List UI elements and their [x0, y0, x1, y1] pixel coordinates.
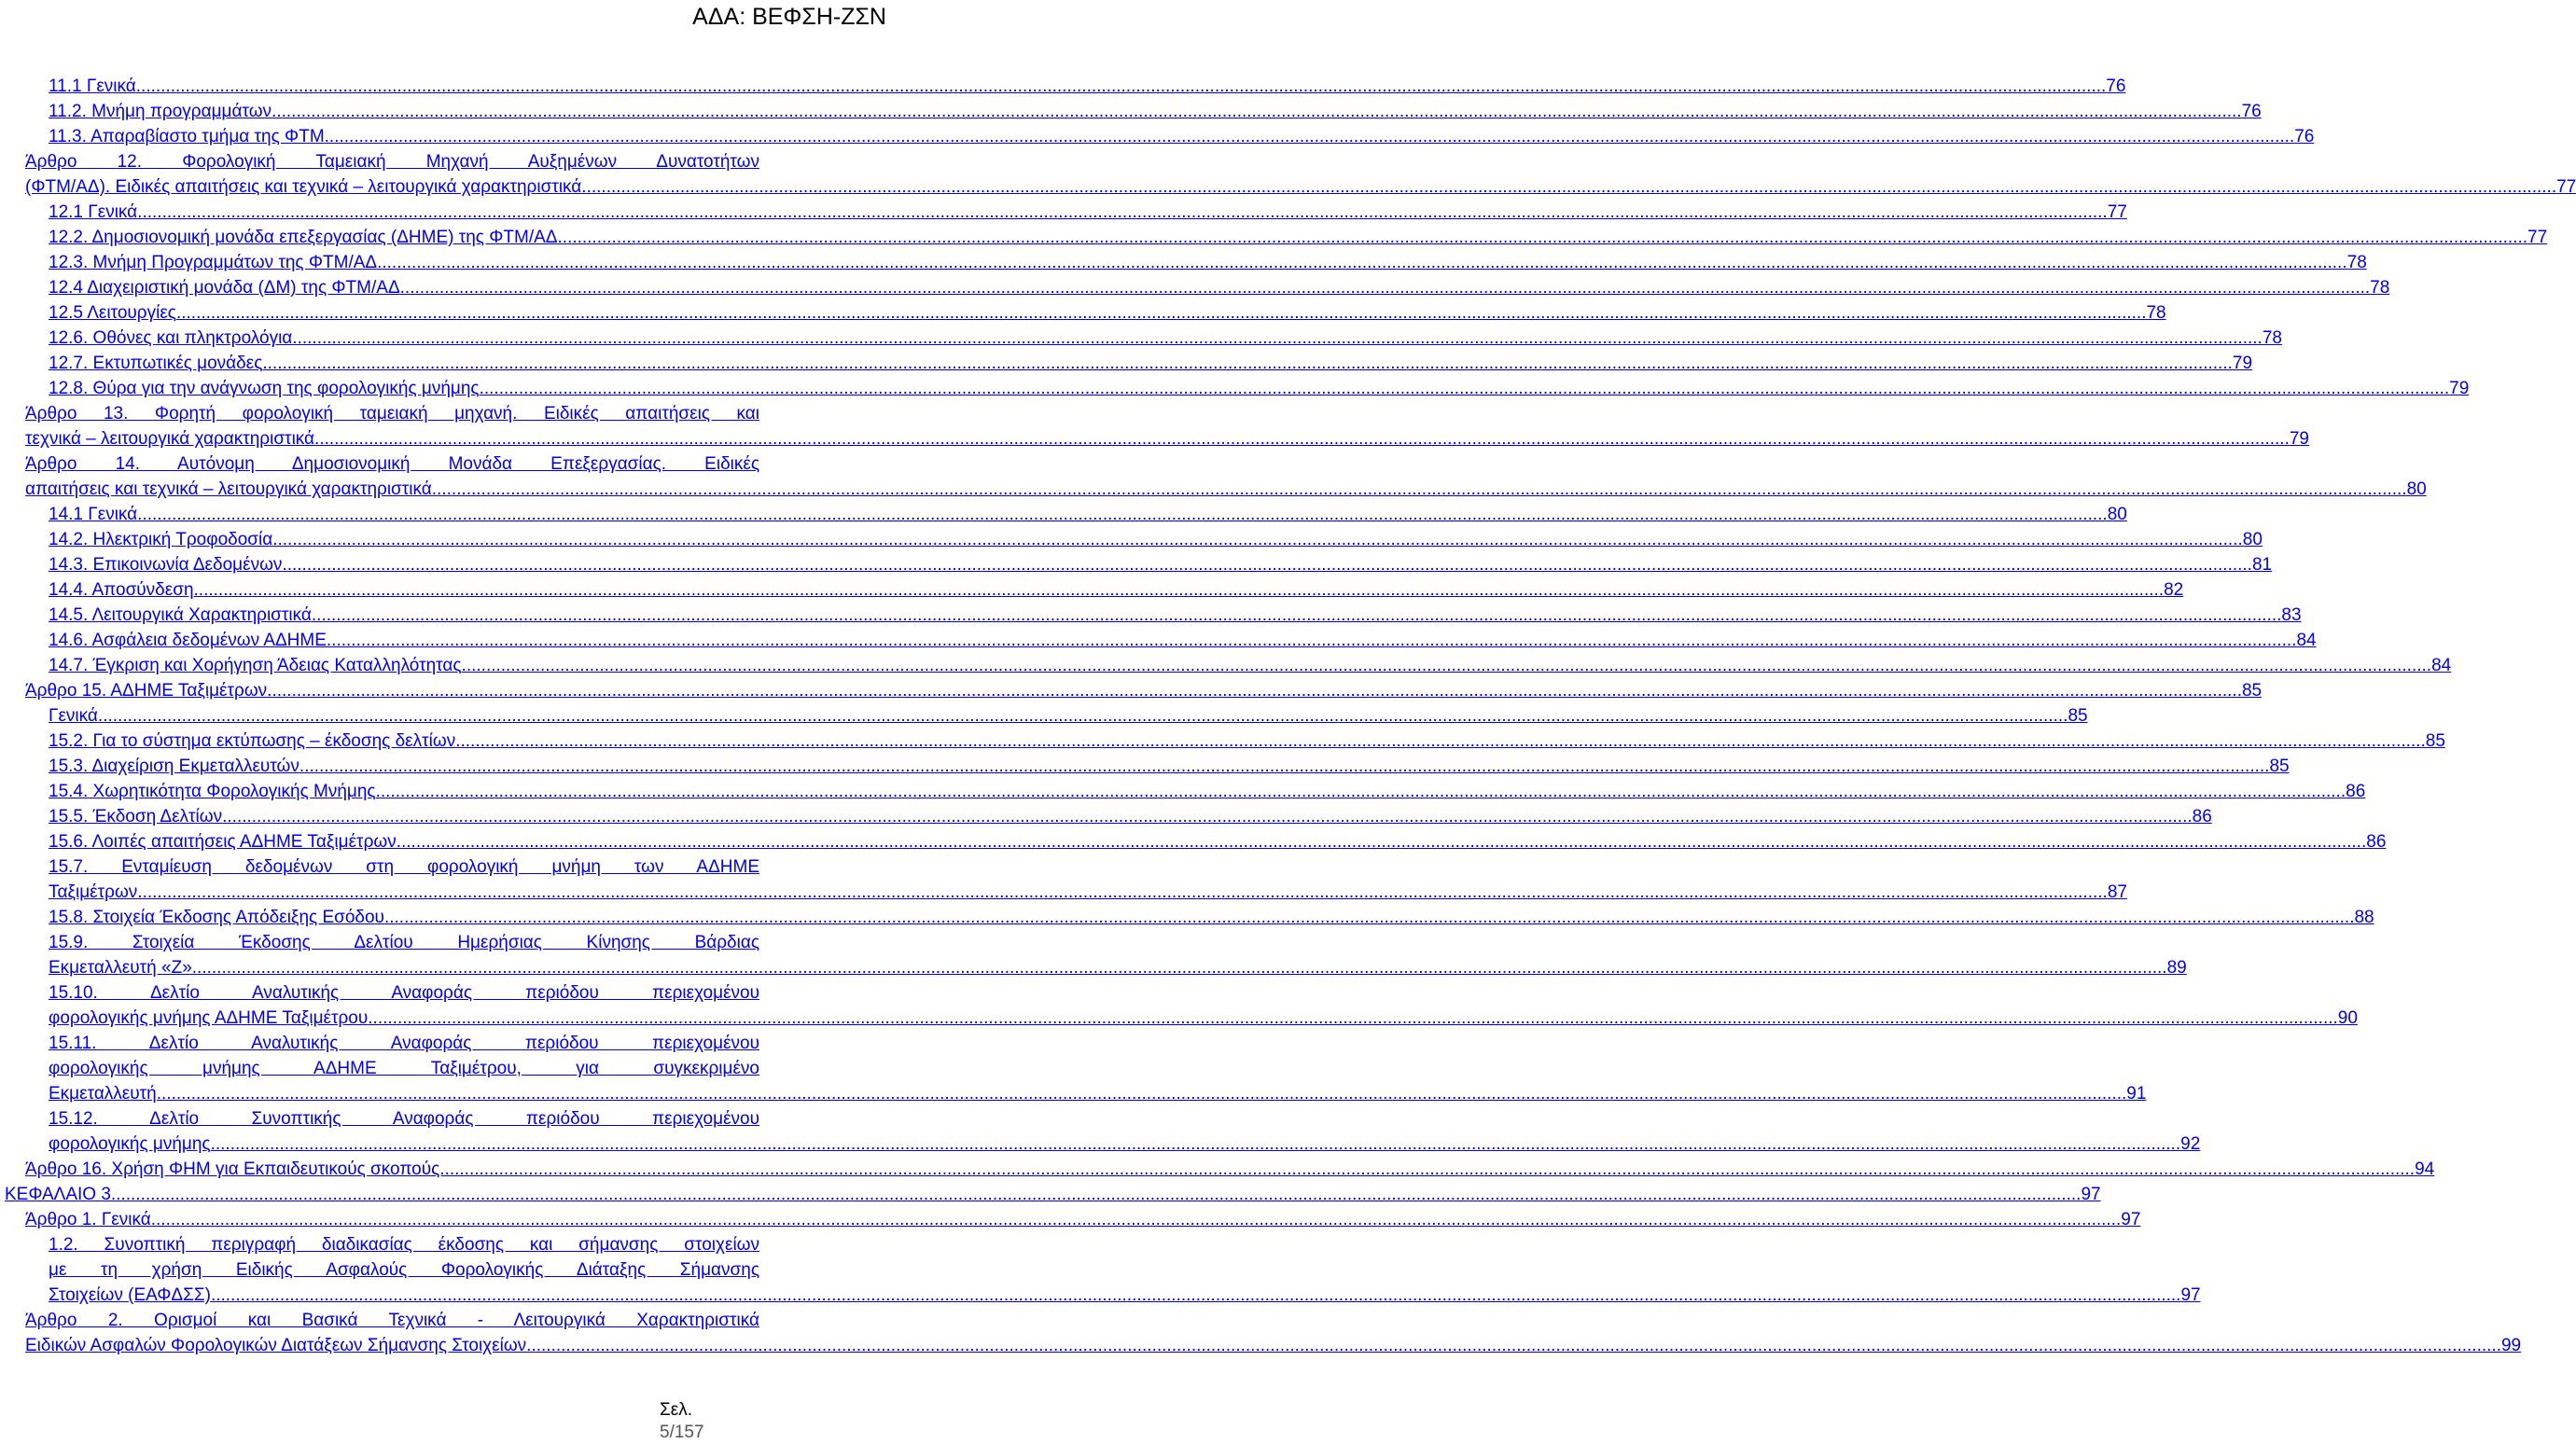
toc-entry-title: τεχνικά – λειτουργικά χαρακτηριστικά. [25, 429, 320, 449]
toc-entry-line: 15.11. Δελτίο Αναλυτικής Αναφοράς περιόδου περιεχομένου [49, 1034, 759, 1053]
toc-entry-line [49, 250, 2367, 275]
toc-entry[interactable] [49, 628, 2317, 653]
toc-entry[interactable] [49, 326, 2282, 351]
toc-entry[interactable] [49, 829, 2387, 854]
toc-entry-title: 14.5. Λειτουργικά Χαρακτηριστικά [49, 605, 312, 625]
toc-entry-title: 12.3. Μνήμη Προγραμμάτων της ΦΤΜ/ΑΔ [49, 253, 378, 272]
toc-entry-title: 12.1 Γενικά [49, 202, 138, 222]
toc-entry-line: 15.9. Στοιχεία Έκδοσης Δελτίου Ημερήσιας Κίνησης Βάρδιας [49, 933, 759, 952]
toc-entry[interactable] [49, 275, 2390, 300]
toc-entry-title: 11.1 Γενικά [49, 76, 136, 96]
toc-entry-title: (ΦΤΜ/ΑΔ). Ειδικές απαιτήσεις και τεχνικά – λειτουργικά χαρακτηριστικά. [25, 177, 587, 197]
toc-entry-line [49, 880, 2127, 905]
toc-entry-line [49, 754, 2290, 779]
toc-entry-line: φορολογικής μνήμης ΑΔΗΜΕ Ταξιμέτρου, για συγκεκριμένο [49, 1059, 759, 1078]
toc-entry[interactable] [25, 1207, 2141, 1232]
toc-leader-dots: ................................................................................................................................................................................................................................................................................................................................................................................................................ [150, 1210, 2122, 1229]
toc-leader-dots: ................................................................................................................................................................................................................................................................................................................................................................................................................ [97, 706, 2068, 726]
toc-entry-line: Άρθρο 13. Φορητή φορολογική ταμειακή μηχανή. Ειδικές απαιτήσεις και [25, 404, 759, 423]
toc-leader-dots: ................................................................................................................................................................................................................................................................................................................................................................................................................ [135, 76, 2107, 96]
toc-page-number: 76 [2106, 76, 2126, 96]
toc-entry-title: απαιτήσεις και τεχνικά – λειτουργικά χαρακτηριστικά. [25, 479, 438, 499]
toc-entry[interactable] [5, 1182, 2101, 1207]
toc-page-number: 85 [2425, 731, 2445, 751]
toc-entry-title: Εκμεταλλευτή «Ζ». [49, 958, 198, 978]
toc-leader-dots: ................................................................................................................................................................................................................................................................................................................................................................................................................ [282, 555, 2252, 575]
toc-leader-dots: ................................................................................................................................................................................................................................................................................................................................................................................................................ [110, 1185, 2082, 1204]
toc-entry-line [49, 502, 2127, 527]
toc-page-number: 80 [2406, 479, 2427, 499]
toc-entry-title: 12.2. Δημοσιονομική μονάδα επεξεργασίας (ΔΗΜΕ) της ΦΤΜ/ΑΔ [49, 228, 558, 247]
toc-leader-dots: ................................................................................................................................................................................................................................................................................................................................................................................................................ [272, 530, 2243, 549]
toc-page-number: 88 [2354, 908, 2374, 927]
toc-entry-title: Άρθρο 1. Γενικά [25, 1210, 151, 1229]
toc-entry[interactable] [49, 502, 2127, 527]
toc-entry-line [49, 628, 2317, 653]
toc-leader-dots: ................................................................................................................................................................................................................................................................................................................................................................................................................ [479, 379, 2450, 398]
toc-entry[interactable] [49, 729, 2445, 754]
toc-entry[interactable] [49, 905, 2374, 930]
toc-entry-line: Άρθρο 12. Φορολογική Ταμειακή Μηχανή Αυξημένων Δυνατοτήτων [25, 152, 759, 172]
toc-entry-line [49, 1081, 2147, 1106]
toc-page-number: 78 [2346, 253, 2367, 272]
toc-page-number: 84 [2431, 656, 2452, 675]
toc-leader-dots: ................................................................................................................................................................................................................................................................................................................................................................................................................ [193, 580, 2165, 600]
toc-page-number: 84 [2296, 631, 2317, 650]
toc-page-number: 92 [2180, 1134, 2201, 1154]
toc-entry-line [25, 174, 2576, 200]
toc-page-number: 97 [2180, 1285, 2201, 1305]
toc-leader-dots: ................................................................................................................................................................................................................................................................................................................................................................................................................ [461, 656, 2432, 675]
toc-page-number: 77 [2527, 228, 2548, 247]
toc-page-number: 90 [2337, 1008, 2358, 1028]
toc-leader-dots: ................................................................................................................................................................................................................................................................................................................................................................................................................ [437, 479, 2407, 499]
toc-entry-line: Άρθρο 2. Ορισμοί και Βασικά Τεχνικά - Λειτουργικά Χαρακτηριστικά [25, 1311, 759, 1330]
toc-entry[interactable] [49, 250, 2367, 275]
toc-leader-dots: ................................................................................................................................................................................................................................................................................................................................................................................................................ [156, 1084, 2127, 1104]
toc-entry-line [49, 804, 2212, 829]
toc-entry[interactable] [49, 300, 2166, 326]
toc-leader-dots: ................................................................................................................................................................................................................................................................................................................................................................................................................ [299, 757, 2270, 776]
toc-entry-line [49, 1006, 2358, 1031]
toc-entry-title: 14.3. Επικοινωνία Δεδομένων [49, 555, 283, 575]
toc-entry[interactable] [49, 854, 2127, 905]
toc-leader-dots: ................................................................................................................................................................................................................................................................................................................................................................................................................ [557, 228, 2528, 247]
toc-entry[interactable] [49, 754, 2290, 779]
toc-entry[interactable] [25, 1308, 2522, 1358]
toc-entry-title: 15.4. Χωρητικότητα Φορολογικής Μνήμης [49, 782, 376, 801]
toc-entry-line [5, 1182, 2101, 1207]
toc-entry-title: 15.5. Έκδοση Δελτίων [49, 807, 223, 826]
toc-entry-title: Ταξιμέτρων [49, 882, 138, 902]
toc-entry-line: 15.10. Δελτίο Αναλυτικής Αναφοράς περιόδου περιεχομένου [49, 983, 759, 1003]
toc-entry-line [49, 552, 2273, 577]
toc-leader-dots: ................................................................................................................................................................................................................................................................................................................................................................................................................ [262, 354, 2233, 373]
toc-page-number: 97 [2121, 1210, 2141, 1229]
toc-entry-title: ΚΕΦΑΛΑΙΟ 3 [5, 1185, 111, 1204]
toc-page-number: 78 [2370, 278, 2390, 298]
toc-entry-line [25, 1157, 2435, 1182]
toc-entry-line [25, 1333, 2522, 1358]
toc-page-number: 79 [2449, 379, 2470, 398]
toc-entry-line [25, 477, 2427, 502]
toc-entry-title: 12.7. Εκτυπωτικές μονάδες [49, 354, 263, 373]
toc-page-number: 79 [2232, 354, 2253, 373]
page-number: 5/157 [660, 1423, 704, 1442]
toc-entry[interactable] [49, 779, 2366, 804]
toc-entry[interactable] [49, 124, 2315, 149]
toc-leader-dots: ................................................................................................................................................................................................................................................................................................................................................................................................................ [311, 605, 2282, 625]
toc-entry-line [49, 653, 2452, 678]
toc-page-number: 81 [2251, 555, 2273, 575]
toc-page-number: 80 [2107, 505, 2127, 524]
toc-entry-line [49, 124, 2315, 149]
toc-entry-title: 11.3. Απαραβίαστο τμήμα της ΦΤΜ [49, 127, 325, 146]
toc-entry-title: Ειδικών Ασφαλών Φορολογικών Διατάξεων Σήμανσης Στοιχείων. [25, 1336, 532, 1355]
toc-entry-title: Γενικά [49, 706, 98, 726]
toc-entry[interactable] [49, 1031, 2147, 1106]
toc-entry[interactable] [49, 99, 2262, 124]
toc-entry-line [25, 426, 2309, 451]
toc-leader-dots: ................................................................................................................................................................................................................................................................................................................................................................................................................ [197, 958, 2167, 978]
toc-entry-title: 15.3. Διαχείριση Εκμεταλλευτών [49, 757, 299, 776]
toc-entry-title: 12.5 Λειτουργίες [49, 303, 176, 323]
toc-entry-title: 15.6. Λοιπές απαιτήσεις ΑΔΗΜΕ Ταξιμέτρων [49, 832, 397, 852]
toc-entry[interactable] [25, 1157, 2435, 1182]
toc-leader-dots: ................................................................................................................................................................................................................................................................................................................................................................................................................ [455, 731, 2426, 751]
toc-leader-dots: ................................................................................................................................................................................................................................................................................................................................................................................................................ [272, 681, 2242, 701]
toc-leader-dots: ................................................................................................................................................................................................................................................................................................................................................................................................................ [210, 1134, 2181, 1154]
toc-entry-title: 15.8. Στοιχεία Έκδοσης Απόδειξης Εσόδου [49, 908, 384, 927]
toc-entry[interactable] [49, 200, 2127, 225]
toc-page-number: 85 [2068, 706, 2088, 726]
toc-entry-line [49, 275, 2390, 300]
toc-page-number: 86 [2366, 832, 2387, 852]
toc-page-number: 82 [2164, 580, 2184, 600]
toc-entry-line [49, 1283, 2201, 1308]
toc-entry[interactable] [49, 1232, 2201, 1308]
toc-entry[interactable] [49, 527, 2263, 552]
toc-leader-dots: ................................................................................................................................................................................................................................................................................................................................................................................................................ [210, 1285, 2181, 1305]
toc-entry-line [49, 955, 2187, 980]
toc-page-number: 78 [2262, 328, 2282, 348]
toc-entry-line [49, 577, 2184, 603]
toc-entry-title: Εκμεταλλευτή [49, 1084, 157, 1104]
toc-entry-line: με τη χρήση Ειδικής Ασφαλούς Φορολογικής Διάταξης Σήμανσης [49, 1260, 759, 1280]
toc-entry-line [49, 1132, 2201, 1157]
toc-page-number: 86 [2346, 782, 2366, 801]
toc-entry-title: 11.2. Μνήμη προγραμμάτων [49, 102, 272, 121]
toc-entry-line [49, 703, 2088, 729]
toc-entry-line [49, 99, 2262, 124]
toc-entry-title: 14.2. Ηλεκτρική Τροφοδοσία [49, 530, 273, 549]
toc-page-number: 91 [2126, 1084, 2147, 1104]
toc-entry[interactable] [49, 225, 2548, 250]
table-of-contents [0, 74, 2576, 1358]
toc-entry[interactable] [49, 376, 2470, 401]
page-label: Σελ. [660, 1400, 692, 1420]
toc-entry-line [25, 678, 2263, 703]
toc-leader-dots: ................................................................................................................................................................................................................................................................................................................................................................................................................ [375, 782, 2346, 801]
toc-page-number: 80 [2242, 530, 2263, 549]
toc-page-number: 76 [2241, 102, 2262, 121]
toc-entry-title: 12.6. Οθόνες και πληκτρολόγια [49, 328, 293, 348]
toc-page-number: 99 [2500, 1336, 2522, 1355]
toc-entry[interactable] [25, 678, 2263, 703]
toc-entry-line: 15.7. Ενταμίευση δεδομένων στη φορολογική μνήμη των ΑΔΗΜΕ [49, 857, 759, 877]
toc-leader-dots: ................................................................................................................................................................................................................................................................................................................................................................................................................ [175, 303, 2147, 323]
toc-entry-line [49, 779, 2366, 804]
toc-entry-line [49, 225, 2548, 250]
toc-entry[interactable] [25, 401, 2309, 451]
toc-entry-line [25, 1207, 2141, 1232]
toc-entry-line: 1.2. Συνοπτική περιγραφή διαδικασίας έκδοσης και σήμανσης στοιχείων [49, 1235, 759, 1255]
toc-entry-line [49, 603, 2302, 628]
toc-page-number: 97 [2081, 1185, 2101, 1204]
toc-leader-dots: ................................................................................................................................................................................................................................................................................................................................................................................................................ [292, 328, 2263, 348]
toc-entry[interactable] [49, 980, 2358, 1031]
toc-entry-line [49, 829, 2387, 854]
toc-entry[interactable] [49, 74, 2126, 99]
toc-entry-line: 15.12. Δελτίο Συνοπτικής Αναφοράς περιόδου περιεχομένου [49, 1109, 759, 1129]
toc-entry[interactable] [49, 1106, 2201, 1157]
toc-page-number: 85 [2241, 681, 2263, 701]
toc-entry-line: Άρθρο 14. Αυτόνομη Δημοσιονομική Μονάδα Επεξεργασίας. Ειδικές [25, 454, 759, 474]
toc-leader-dots: ................................................................................................................................................................................................................................................................................................................................................................................................................ [137, 882, 2108, 902]
toc-entry[interactable] [49, 930, 2187, 980]
toc-page-number: 87 [2107, 882, 2127, 902]
toc-leader-dots: ................................................................................................................................................................................................................................................................................................................................................................................................................ [324, 127, 2295, 146]
toc-entry[interactable] [25, 451, 2427, 502]
toc-page-number: 89 [2166, 958, 2187, 978]
toc-leader-dots: ................................................................................................................................................................................................................................................................................................................................................................................................................ [377, 253, 2347, 272]
toc-entry[interactable] [25, 149, 2576, 200]
toc-entry-title: Άρθρο 16. Χρήση ΦΗΜ για Εκπαιδευτικούς σκοπούς. [25, 1159, 445, 1179]
toc-leader-dots: ................................................................................................................................................................................................................................................................................................................................................................................................................ [586, 177, 2557, 197]
toc-entry-title: 14.4. Αποσύνδεση [49, 580, 194, 600]
toc-leader-dots: ................................................................................................................................................................................................................................................................................................................................................................................................................ [383, 908, 2355, 927]
toc-entry-line [49, 300, 2166, 326]
toc-entry-title: 14.7. Έγκριση και Χορήγηση Άδειας Καταλληλότητας [49, 656, 462, 675]
toc-page-number: 83 [2281, 605, 2302, 625]
toc-leader-dots: ................................................................................................................................................................................................................................................................................................................................................................................................................ [137, 202, 2108, 222]
toc-page-number: 77 [2556, 177, 2576, 197]
toc-entry-title: φορολογικής μνήμης ΑΔΗΜΕ Ταξιμέτρου [49, 1008, 369, 1028]
toc-entry-line [49, 74, 2126, 99]
toc-entry-title: 15.2. Για το σύστημα εκτύπωσης – έκδοσης δελτίων [49, 731, 456, 751]
ada-header: ΑΔΑ: ΒΕΦΣΗ-ΖΣΝ [692, 4, 886, 30]
toc-entry[interactable] [49, 603, 2302, 628]
page-footer [660, 1399, 704, 1444]
toc-page-number: 94 [2415, 1159, 2435, 1179]
toc-entry[interactable] [49, 577, 2184, 603]
toc-page-number: 86 [2192, 807, 2212, 826]
toc-entry-line [49, 200, 2127, 225]
toc-page-number: 76 [2294, 127, 2315, 146]
toc-leader-dots: ................................................................................................................................................................................................................................................................................................................................................................................................................ [272, 102, 2242, 121]
toc-entry-title: 12.4 Διαχειριστική μονάδα (ΔΜ) της ΦΤΜ/ΑΔ [49, 278, 400, 298]
toc-entry[interactable] [49, 804, 2212, 829]
toc-entry-line [49, 905, 2374, 930]
toc-entry-title: Στοιχείων (ΕΑΦΔΣΣ) [49, 1285, 211, 1305]
toc-leader-dots: ................................................................................................................................................................................................................................................................................................................................................................................................................ [319, 429, 2290, 449]
toc-entry-title: 14.6. Ασφάλεια δεδομένων ΑΔΗΜΕ [49, 631, 327, 650]
toc-entry[interactable] [49, 703, 2088, 729]
toc-entry-line [49, 729, 2445, 754]
toc-leader-dots: ................................................................................................................................................................................................................................................................................................................................................................................................................ [399, 278, 2371, 298]
toc-entry[interactable] [49, 552, 2273, 577]
toc-page-number: 79 [2289, 429, 2309, 449]
toc-entry[interactable] [49, 653, 2452, 678]
toc-page-number: 85 [2269, 757, 2290, 776]
toc-entry-title: 12.8. Θύρα για την ανάγνωση της φορολογικής μνήμης [49, 379, 480, 398]
toc-leader-dots: ................................................................................................................................................................................................................................................................................................................................................................................................................ [222, 807, 2193, 826]
toc-entry-line [49, 527, 2263, 552]
toc-page-number: 77 [2107, 202, 2127, 222]
toc-entry-title: 14.1 Γενικά [49, 505, 138, 524]
toc-entry[interactable] [49, 351, 2253, 376]
toc-leader-dots: ................................................................................................................................................................................................................................................................................................................................................................................................................ [326, 631, 2297, 650]
toc-entry-line [49, 326, 2282, 351]
toc-leader-dots: ................................................................................................................................................................................................................................................................................................................................................................................................................ [137, 505, 2108, 524]
toc-leader-dots: ................................................................................................................................................................................................................................................................................................................................................................................................................ [396, 832, 2367, 852]
toc-entry-line [49, 351, 2253, 376]
toc-leader-dots: ................................................................................................................................................................................................................................................................................................................................................................................................................ [368, 1008, 2338, 1028]
toc-leader-dots: ................................................................................................................................................................................................................................................................................................................................................................................................................ [531, 1336, 2501, 1355]
toc-page-number: 78 [2146, 303, 2166, 323]
toc-entry-title: Άρθρο 15. ΑΔΗΜΕ Ταξιμέτρων. [25, 681, 272, 701]
toc-leader-dots: ................................................................................................................................................................................................................................................................................................................................................................................................................ [444, 1159, 2416, 1179]
toc-entry-title: φορολογικής μνήμης [49, 1134, 211, 1154]
toc-entry-line [49, 376, 2470, 401]
